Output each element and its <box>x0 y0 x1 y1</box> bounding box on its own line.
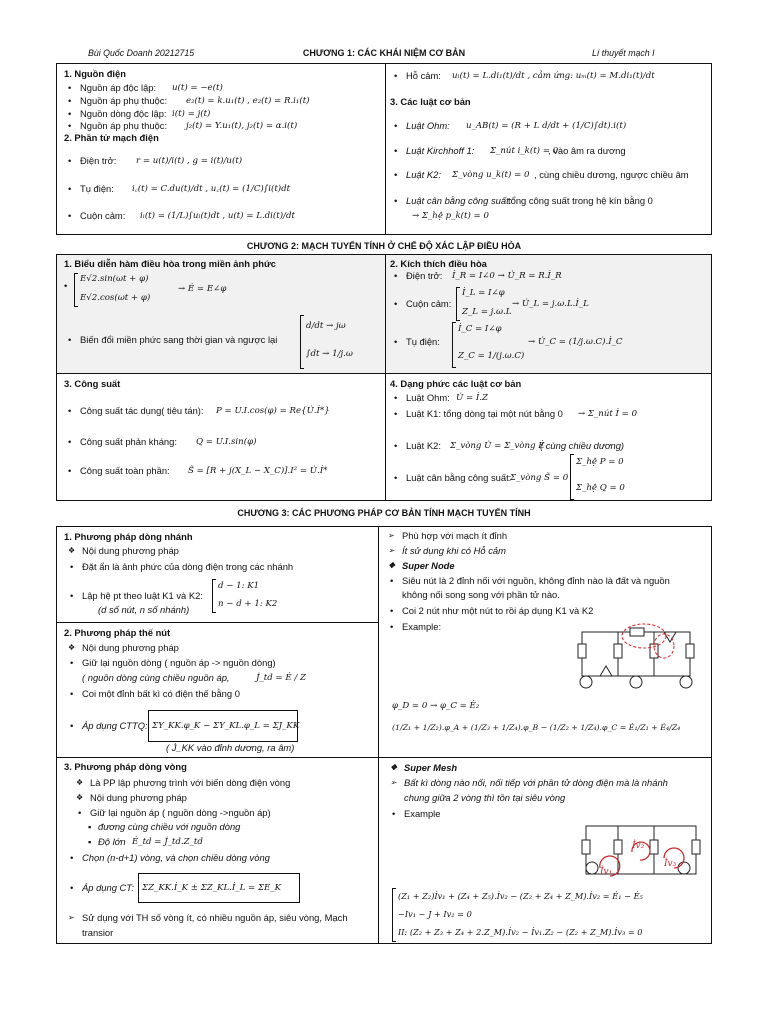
ch2-formula: → U̇_L = j.ω.L.İ_L <box>512 299 589 309</box>
ch3-formula: φ_D = 0 → φ_C = Ė₂ <box>392 701 480 711</box>
author: Bùi Quốc Doanh 20212715 <box>88 48 195 58</box>
ch1-text: , vào âm ra dương <box>548 145 626 156</box>
ch1-formula: j₂(t) = Y.u₁(t), j₂(t) = α.i(t) <box>186 121 298 131</box>
ch1-item: • Nguồn áp phụ thuộc: <box>80 95 167 107</box>
ch2-formula: Q = U.I.sin(φ) <box>196 437 257 447</box>
ch1-formula: u_AB(t) = (R + L d/dt + (1/C)∫dt).i(t) <box>466 121 627 131</box>
ch2-formula: E√2.sin(ωt + φ) <box>80 274 149 284</box>
subject: Lí thuyết mạch I <box>592 48 655 58</box>
ch3-formula: (1/Z₁ + 1/Z₂).φ_A + (1/Z₃ + 1/Z₄).φ_B − (1/Z₂ + 1/Z₄).φ_C = Ė₁/Z₁ + Ė₄/Z₄ <box>392 723 681 732</box>
ch2-text: ( cùng chiều dương) <box>540 440 625 451</box>
svg-text:İv₃: İv₃ <box>664 859 677 869</box>
ch3-item: • Áp dụng CT: <box>82 882 134 894</box>
ch3-formula: ΣY_KK.φ_K − ΣY_KL.φ_L = ΣJ_KK <box>152 721 300 731</box>
ch2-formula: → U̇_C = (1/j.ω.C).İ_C <box>528 337 623 347</box>
ch3-item: • Example <box>404 808 440 820</box>
ch3-text: transior <box>82 927 114 938</box>
ch1-item: • Hỗ cảm: <box>406 70 441 82</box>
svg-text:İv₂: İv₂ <box>632 841 645 851</box>
ch2-item: • Biến đổi miền phức sang thời gian và ngược lại <box>80 334 277 346</box>
ch2-item: • Điện trở: <box>406 270 442 282</box>
ch3-item: • Lập hệ pt theo luật K1 và K2: <box>82 590 203 602</box>
ch2-formula: S̃ = [R + j(X_L − X_C)].I² = U̇.İ* <box>188 466 328 476</box>
ch2-formula: U̇ = İ.Z <box>456 393 489 403</box>
super-mesh-circuit-diagram <box>572 818 708 890</box>
ch2-formula: İ_L = I∠φ <box>462 288 505 298</box>
ch1-formula: u(t) = −e(t) <box>172 83 223 93</box>
ch3-item: • Áp dụng CTTQ: <box>82 720 148 732</box>
ch3-item: • Coi một đỉnh bất kì có điện thế bằng 0 <box>82 688 240 700</box>
ch1-text: , cùng chiều dương, ngược chiều âm <box>534 169 689 180</box>
ch3-item: • Giữ lại nguồn áp ( nguồn dòng ->nguồn áp) <box>90 807 271 819</box>
ch1-item: • Luật Kirchhoff 1: <box>406 145 474 157</box>
ch1-formula: i(t) = j(t) <box>172 109 211 119</box>
ch3-item: ▪ Độ lớn <box>98 836 126 848</box>
ch2-formula: Z_C = 1/(j.ω.C) <box>458 351 525 361</box>
ch2-item: • Công suất phản kháng: <box>80 436 177 448</box>
ch1-formula: → Σ_hệ p_k(t) = 0 <box>412 211 489 221</box>
ch3-item: ❖ Là PP lập phương trình với biến dòng điện vòng <box>90 777 290 789</box>
chapter3-title: CHƯƠNG 3: CÁC PHƯƠNG PHÁP CƠ BẢN TÍNH MẠCH TUYẾN TÍNH <box>237 508 531 518</box>
ch3-item: ❖ Nội dung phương pháp <box>90 792 187 804</box>
ch3-s1-title: 1. Phương pháp dòng nhánh <box>64 531 193 542</box>
ch2-formula: Z_L = j.ω.L <box>462 307 512 317</box>
ch3-item: ▪ đương cùng chiều với nguồn dòng <box>98 821 240 833</box>
ch2-item: • Luật Ohm: <box>406 392 450 404</box>
ch2-item: • Công suất tác dụng( tiêu tán): <box>80 405 204 417</box>
ch1-item: • Điện trở: <box>80 155 116 167</box>
ch2-formula: E√2.cos(ωt + φ) <box>80 293 151 303</box>
ch1-formula: r = u(t)/i(t) , g = i(t)/u(t) <box>136 156 243 166</box>
ch3-item: ➢ Sử dụng với TH số vòng ít, có nhiều nguồn áp, siêu vòng, Mạch <box>82 912 348 924</box>
ch2-item: • Luật cân bằng công suất: <box>406 472 511 484</box>
chapter2-top-box <box>56 254 712 374</box>
ch1-item: • Nguồn dòng độc lập: <box>80 108 167 120</box>
ch3-item: ➢ Bất kì dòng nào nối, nối tiếp với phần tử dòng điện mà là nhánh <box>404 777 668 789</box>
ch2-s3-title: 3. Công suất <box>64 378 121 389</box>
ch2-item: • Luật K2: <box>406 440 441 452</box>
ch2-formula: → Ė = E∠φ <box>178 284 227 294</box>
ch3-formula: (Z₁ + Z₂)İv₁ + (Z₄ + Z₅).İv₂ − (Z₂ + Z₄ + Z_M).İv₂ = Ė₁ − Ė₅ <box>398 891 643 901</box>
ch3-item: • Chọn (n-d+1) vòng, và chọn chiều dòng vòng <box>82 852 270 864</box>
ch3-formula: n − d + 1: K2 <box>218 599 278 609</box>
ch2-formula: P = U.I.cos(φ) = Re{U̇.İ*} <box>216 406 330 416</box>
ch3-item: • Siêu nút là 2 đỉnh nối với nguồn, không đỉnh nào là đất và nguồn <box>402 575 670 587</box>
ch3-item: • Coi 2 nút như một nút to rồi áp dụng K1 và K2 <box>402 605 593 617</box>
ch1-item: • Nguồn áp độc lập: <box>80 82 156 94</box>
ch3-item: ➢ Ít sử dụng khi có Hỗ cảm <box>402 545 506 557</box>
ch1-s2-title: 2. Phần tử mạch điện <box>64 132 159 143</box>
svg-text:İv₁: İv₁ <box>600 867 613 877</box>
ch3-item: ➢ Phù hợp với mạch ít đỉnh <box>402 530 507 542</box>
ch1-s1-title: 1. Nguồn điện <box>64 68 126 79</box>
ch3-text: ( J̇_KK vào đỉnh dương, ra âm) <box>166 742 295 753</box>
super-node-circuit-diagram <box>566 620 706 694</box>
ch1-formula: uₗ(t) = L.di₁(t)/dt , cảm ứng: uₘ(t) = M.di₁(t)/dt <box>452 71 655 81</box>
ch1-formula: e₂(t) = k.u₁(t) , e₂(t) = R.i₁(t) <box>186 96 310 106</box>
ch1-item: • Tụ điện: <box>80 183 114 195</box>
ch2-item: • Tụ điện: <box>406 336 440 348</box>
ch2-formula: Σ_hệ P = 0 <box>576 457 624 467</box>
ch3-item: ❖ Nội dung phương pháp <box>82 642 179 654</box>
ch2-formula: ∫dt → 1/j.ω <box>306 349 353 359</box>
ch1-formula: iₗ(t) = (1/L)∫uₗ(t)dt , u(t) = L.di(t)/dt <box>140 211 295 221</box>
ch1-formula: Σ_nút i_k(t) = 0 <box>490 146 559 156</box>
ch1-formula: i꜀(t) = C.du(t)/dt , u꜀(t) = (1/C)∫i(t)dt <box>132 184 291 194</box>
ch2-formula: → Σ_nút İ = 0 <box>578 409 638 419</box>
ch3-formula: ΣZ_KK.İ_K ± ΣZ_KL.İ_L = ΣE_K <box>142 883 282 893</box>
ch3-text: chung giữa 2 vòng thì tồn tại siêu vòng <box>404 792 566 803</box>
ch3-text: (d số nút, n số nhánh) <box>98 604 190 615</box>
ch2-formula: Σ_vòng U̇ = Σ_vòng Ė <box>450 441 545 451</box>
ch2-formula: d/dt → jω <box>306 321 346 331</box>
ch1-item: • Luật cân bằng công suất: <box>406 195 511 207</box>
chapter1-title: CHƯƠNG 1: CÁC KHÁI NIỆM CƠ BẢN <box>302 48 466 58</box>
ch1-item: • Cuộn cảm: <box>80 210 125 222</box>
ch3-item: ❖ Super Node <box>402 560 455 572</box>
ch2-item: • Cuộn cảm: <box>406 298 451 310</box>
ch2-formula: İ_R = I∠0 → U̇_R = R.İ_R <box>452 271 562 281</box>
ch3-item: • Example: <box>402 621 441 633</box>
ch3-text: ( nguồn dòng cùng chiều nguồn áp, <box>82 672 230 683</box>
ch2-formula: Σ_hệ Q = 0 <box>576 483 625 493</box>
ch3-item: • Đặt ẩn là ảnh phức của dòng điện trong các nhánh <box>82 561 293 573</box>
chapter2-title: CHƯƠNG 2: MẠCH TUYẾN TÍNH Ở CHẾ ĐỘ XÁC LẬP ĐIỀU HÒA <box>246 241 522 251</box>
ch1-item: • Luật Ohm: <box>406 120 450 132</box>
ch2-s4-title: 4. Dạng phức các luật cơ bản <box>390 378 522 389</box>
ch3-item: ❖ Super Mesh <box>404 762 457 774</box>
ch2-s2-title: 2. Kích thích điều hòa <box>390 258 487 269</box>
ch2-item: • Luật K1: tổng dòng tại một nút bằng 0 <box>406 408 563 420</box>
ch3-formula: Ė_td = J̇_td.Z_td <box>132 837 203 847</box>
ch3-formula: −Iv₁ − J + Iv₂ = 0 <box>398 909 472 919</box>
ch3-item: ❖ Nội dung phương pháp <box>82 545 179 557</box>
ch3-text: không nối song song với phần tử nào. <box>402 589 560 600</box>
ch3-item: • Giữ lại nguồn dòng ( nguồn áp -> nguồn dòng) <box>82 657 276 669</box>
ch2-item: • Công suất toàn phần: <box>80 465 170 477</box>
ch2-formula: İ_C = I∠φ <box>458 324 502 334</box>
ch2-s1-title: 1. Biểu diễn hàm điều hòa trong miền ảnh phức <box>64 258 277 269</box>
ch1-s3-title: 3. Các luật cơ bản <box>390 96 471 107</box>
ch3-s2-title: 2. Phương pháp thế nút <box>64 627 171 638</box>
ch1-item: • Luật K2: <box>406 169 441 181</box>
ch3-formula: d − 1: K1 <box>218 581 260 591</box>
ch1-formula: Σ_vòng u_k(t) = 0 <box>452 170 530 180</box>
ch2-formula: Σ_vòng S̃ = 0 <box>510 473 569 483</box>
ch3-formula: J̇_td = Ė / Z <box>256 673 306 683</box>
ch3-formula: II: (Z₂ + Z₃ + Z₄ + 2.Z_M).İv₂ − İv₁.Z₂ − (Z₂ + Z_M).İv₃ = 0 <box>398 927 643 937</box>
ch1-text: tổng công suất trong hệ kín bằng 0 <box>508 195 653 206</box>
ch1-item: • Nguồn áp phụ thuộc: <box>80 120 167 132</box>
ch3-s3-title: 3. Phương pháp dòng vòng <box>64 761 187 772</box>
